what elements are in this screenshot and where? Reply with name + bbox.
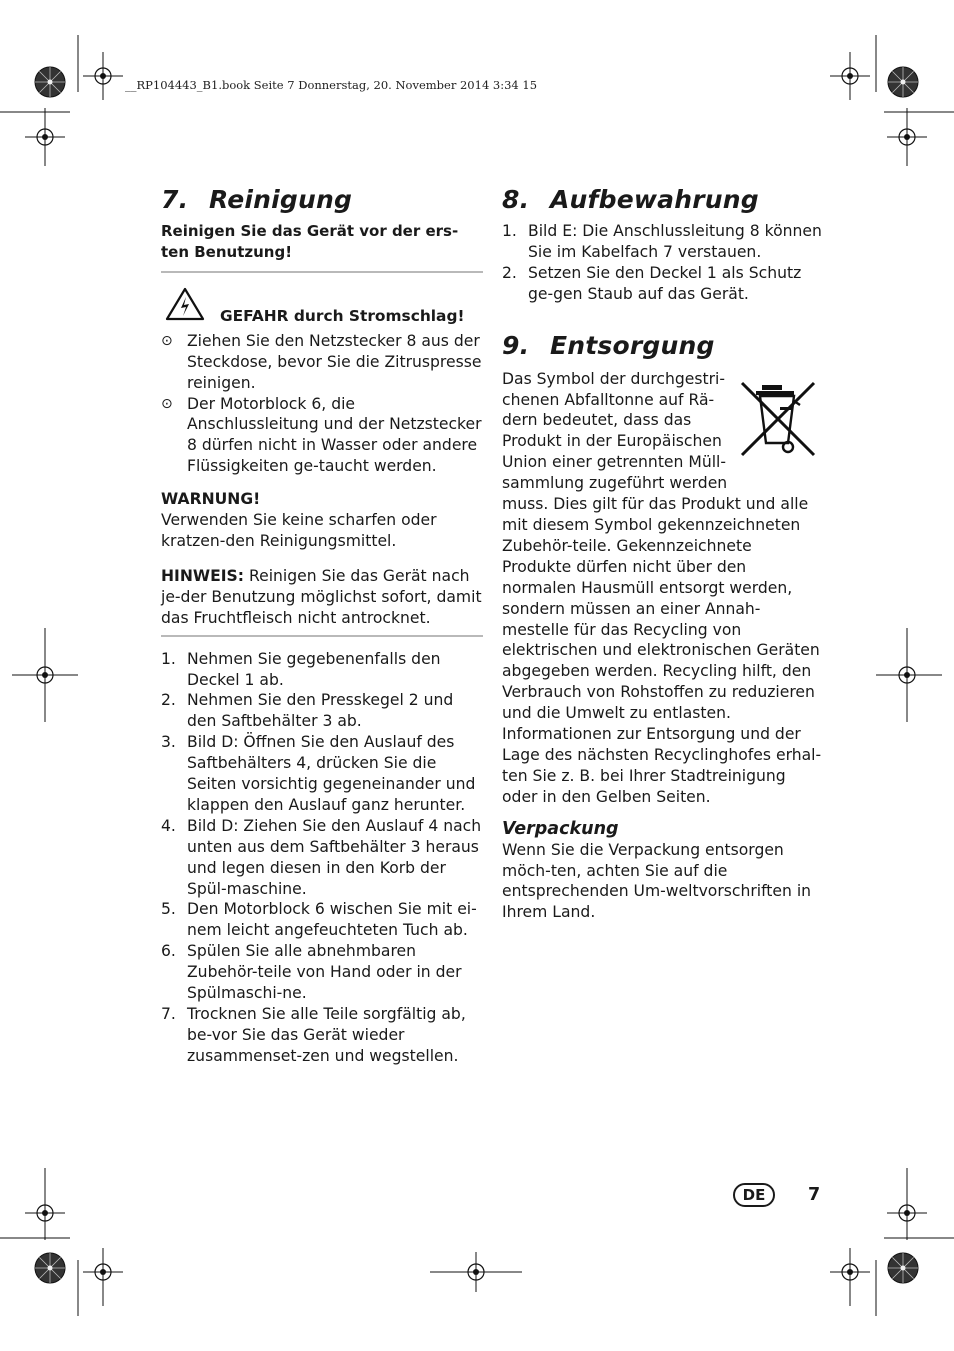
divider — [161, 635, 483, 637]
packaging-text: Wenn Sie die Verpackung entsorgen möch-ten, achten Sie auf die entsprechenden Um-weltvorschriften in Ihrem Land. — [502, 840, 812, 922]
list-item: 1. Nehmen Sie gegebenenfalls den Deckel 1 ab. — [161, 649, 441, 689]
disposal-text: Das Symbol der durchgestri- chenen Abfalltonne auf Rä- dern bedeutet, dass das Produkt in der Europäischen Union einer getrennten Müll- sammlung zugeführt werden muss. Dies gilt für das Produkt und alle mit diesem Symbol gekennzeichneten Zubehör-teile. Gekennzeichnete Produkte dürfen nicht über den normalen Hausmüll entsorgt werden, sondern müssen an einer Annah-mestelle für das Recycling von elektrischen und elektronischen Geräten abgegeben werden. Recycling hilft, den Verbrauch von Rohstoffen zu reduzieren und die Umwelt zu entlasten. Informationen zur Entsorgung und der Lage des nächsten Recyclinghofes erhal-ten Sie z. B. bei Ihrer Stadtreinigung oder in den Gelben Seiten. — [502, 369, 822, 806]
warning-text: Verwenden Sie keine scharfen oder kratzen-den Reinigungsmittel. — [161, 511, 437, 550]
list-item: 4. Bild D: Ziehen Sie den Auslauf 4 nach unten aus dem Saftbehälter 3 heraus und legen diesen in den Korb der Spül-maschine. — [161, 816, 482, 898]
list-item: 6. Spülen Sie alle abnehmbaren Zubehör-teile von Hand oder in der Spülmaschi-ne. — [161, 942, 462, 1003]
note-label: HINWEIS: — [161, 566, 245, 585]
divider — [161, 271, 483, 273]
electric-hazard-icon — [165, 287, 205, 321]
danger-title: GEFAHR durch Stromschlag! — [220, 306, 465, 325]
packaging-heading: Verpackung — [502, 818, 619, 839]
language-badge: DE — [733, 1183, 775, 1207]
list-item: ⊙ Der Motorblock 6, die Anschlussleitung und der Netzstecker 8 dürfen nicht in Wasser oder andere Flüssigkeiten ge-taucht werden. — [161, 394, 482, 476]
intro-text: Reinigen Sie das Gerät vor der ers-ten Benutzung! — [161, 222, 459, 261]
warning-label: WARNUNG! — [161, 490, 261, 509]
storage-steps — [502, 221, 824, 305]
list-item: 2. Setzen Sie den Deckel 1 als Schutz ge-gen Staub auf das Gerät. — [502, 263, 802, 303]
section-heading-reinigung: 7. Reinigung — [161, 185, 353, 214]
list-item: 3. Bild D: Öffnen Sie den Auslauf des Saftbehälters 4, drücken Sie die Seiten vorsichtig gegeneinander und klappen den Auslauf ganz herunter. — [161, 733, 476, 814]
list-item: 1. Bild E: Die Anschlussleitung 8 können Sie im Kabelfach 7 verstauen. — [502, 222, 822, 261]
list-item: 7. Trocknen Sie alle Teile sorgfältig ab, be-vor Sie das Gerät wieder zusammenset-zen und wegstellen. — [161, 1005, 466, 1065]
bullet-circle-icon: ⊙ — [161, 332, 173, 349]
danger-list — [161, 331, 483, 477]
list-item: 5. Den Motorblock 6 wischen Sie mit ei-nem leicht angefeuchteten Tuch ab. — [161, 900, 477, 940]
section-heading-entsorgung: 9. Entsorgung — [502, 330, 715, 360]
page-number: 7 — [808, 1185, 821, 1205]
danger-header — [161, 287, 483, 331]
list-item: 2. Nehmen Sie den Presskegel 2 und den Saftbehälter 3 ab. — [161, 691, 454, 731]
section-heading-aufbewahrung: 8. Aufbewahrung — [502, 185, 759, 214]
crossed-out-wheelie-bin-icon — [736, 379, 820, 461]
right-column — [502, 183, 824, 923]
list-item: ⊙ Ziehen Sie den Netzstecker 8 aus der Steckdose, bevor Sie die Zitruspresse reinigen. — [161, 331, 482, 392]
cleaning-steps — [161, 649, 483, 1067]
bullet-circle-icon: ⊙ — [161, 395, 173, 412]
note-paragraph — [161, 566, 483, 629]
print-header: __RP104443_B1.book Seite 7 Donnerstag, 20. November 2014 3:34 15 — [125, 78, 538, 92]
left-column — [161, 183, 483, 1067]
note-text: Reinigen Sie das Gerät nach je-der Benutzung möglichst sofort, damit das Fruchtfleisch nicht antrocknet. — [161, 566, 482, 627]
